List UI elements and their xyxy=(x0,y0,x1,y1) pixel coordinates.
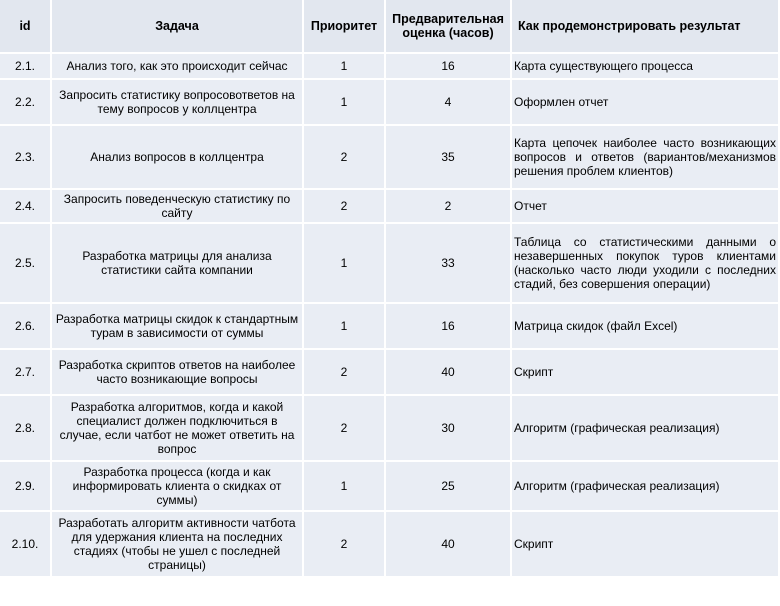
header-id: id xyxy=(0,0,52,54)
row-estimate: 16 xyxy=(386,304,512,350)
row-task: Анализ того, как это происходит сейчас xyxy=(52,54,304,80)
row-id: 2.9. xyxy=(0,462,52,512)
row-id: 2.3. xyxy=(0,126,52,190)
row-estimate: 16 xyxy=(386,54,512,80)
row-estimate: 25 xyxy=(386,462,512,512)
table-row xyxy=(0,126,780,190)
row-task: Разработать алгоритм активности чатбота для удержания клиента на последних стадиях (чтобы не ушел с последней страницы) xyxy=(52,512,304,578)
header-result: Как продемонстрировать результат xyxy=(512,0,780,54)
row-priority: 1 xyxy=(304,80,386,126)
table-row xyxy=(0,512,780,578)
row-id: 2.4. xyxy=(0,190,52,224)
row-result: Алгоритм (графическая реализация) xyxy=(512,396,780,462)
row-estimate: 40 xyxy=(386,350,512,396)
row-priority: 1 xyxy=(304,54,386,80)
row-result: Карта цепочек наиболее часто возникающих вопросов и ответов (вариантов/механизмов решения проблем клиентов) xyxy=(512,126,780,190)
row-task: Разработка матрицы скидок к стандартным турам в зависимости от суммы xyxy=(52,304,304,350)
header-task: Задача xyxy=(52,0,304,54)
row-estimate: 30 xyxy=(386,396,512,462)
row-priority: 2 xyxy=(304,350,386,396)
row-estimate: 33 xyxy=(386,224,512,304)
row-id: 2.6. xyxy=(0,304,52,350)
table-row xyxy=(0,224,780,304)
row-task: Запросить статистику вопросовответов на тему вопросов у коллцентра xyxy=(52,80,304,126)
row-id: 2.10. xyxy=(0,512,52,578)
table-row xyxy=(0,54,780,80)
row-estimate: 40 xyxy=(386,512,512,578)
table-row xyxy=(0,304,780,350)
row-priority: 2 xyxy=(304,190,386,224)
row-priority: 1 xyxy=(304,462,386,512)
row-priority: 1 xyxy=(304,304,386,350)
row-task: Разработка процесса (когда и как информировать клиента о скидках от суммы) xyxy=(52,462,304,512)
row-id: 2.2. xyxy=(0,80,52,126)
row-priority: 2 xyxy=(304,126,386,190)
row-priority: 1 xyxy=(304,224,386,304)
table-row xyxy=(0,350,780,396)
row-task: Анализ вопросов в коллцентра xyxy=(52,126,304,190)
row-task: Запросить поведенческую статистику по сайту xyxy=(52,190,304,224)
header-row xyxy=(0,0,780,54)
row-result: Оформлен отчет xyxy=(512,80,780,126)
row-result: Алгоритм (графическая реализация) xyxy=(512,462,780,512)
row-result: Таблица со статистическими данными о незавершенных покупок туров клиентами (насколько часто люди уходили с последних стадий, без совершения операции) xyxy=(512,224,780,304)
row-estimate: 35 xyxy=(386,126,512,190)
row-task: Разработка матрицы для анализа статистики сайта компании xyxy=(52,224,304,304)
row-estimate: 2 xyxy=(386,190,512,224)
row-result: Отчет xyxy=(512,190,780,224)
table-row xyxy=(0,462,780,512)
row-estimate: 4 xyxy=(386,80,512,126)
row-priority: 2 xyxy=(304,396,386,462)
row-result: Карта существующего процесса xyxy=(512,54,780,80)
table-row xyxy=(0,80,780,126)
row-result: Матрица скидок (файл Excel) xyxy=(512,304,780,350)
row-task: Разработка алгоритмов, когда и какой специалист должен подключиться в случае, если чатбот не может ответить на вопрос xyxy=(52,396,304,462)
table-row xyxy=(0,396,780,462)
row-id: 2.7. xyxy=(0,350,52,396)
header-estimate: Предварительная оценка (часов) xyxy=(386,0,512,54)
row-id: 2.1. xyxy=(0,54,52,80)
row-id: 2.8. xyxy=(0,396,52,462)
table-row xyxy=(0,190,780,224)
header-priority: Приоритет xyxy=(304,0,386,54)
row-result: Скрипт xyxy=(512,350,780,396)
row-task: Разработка скриптов ответов на наиболее часто возникающие вопросы xyxy=(52,350,304,396)
row-result: Скрипт xyxy=(512,512,780,578)
row-id: 2.5. xyxy=(0,224,52,304)
row-priority: 2 xyxy=(304,512,386,578)
